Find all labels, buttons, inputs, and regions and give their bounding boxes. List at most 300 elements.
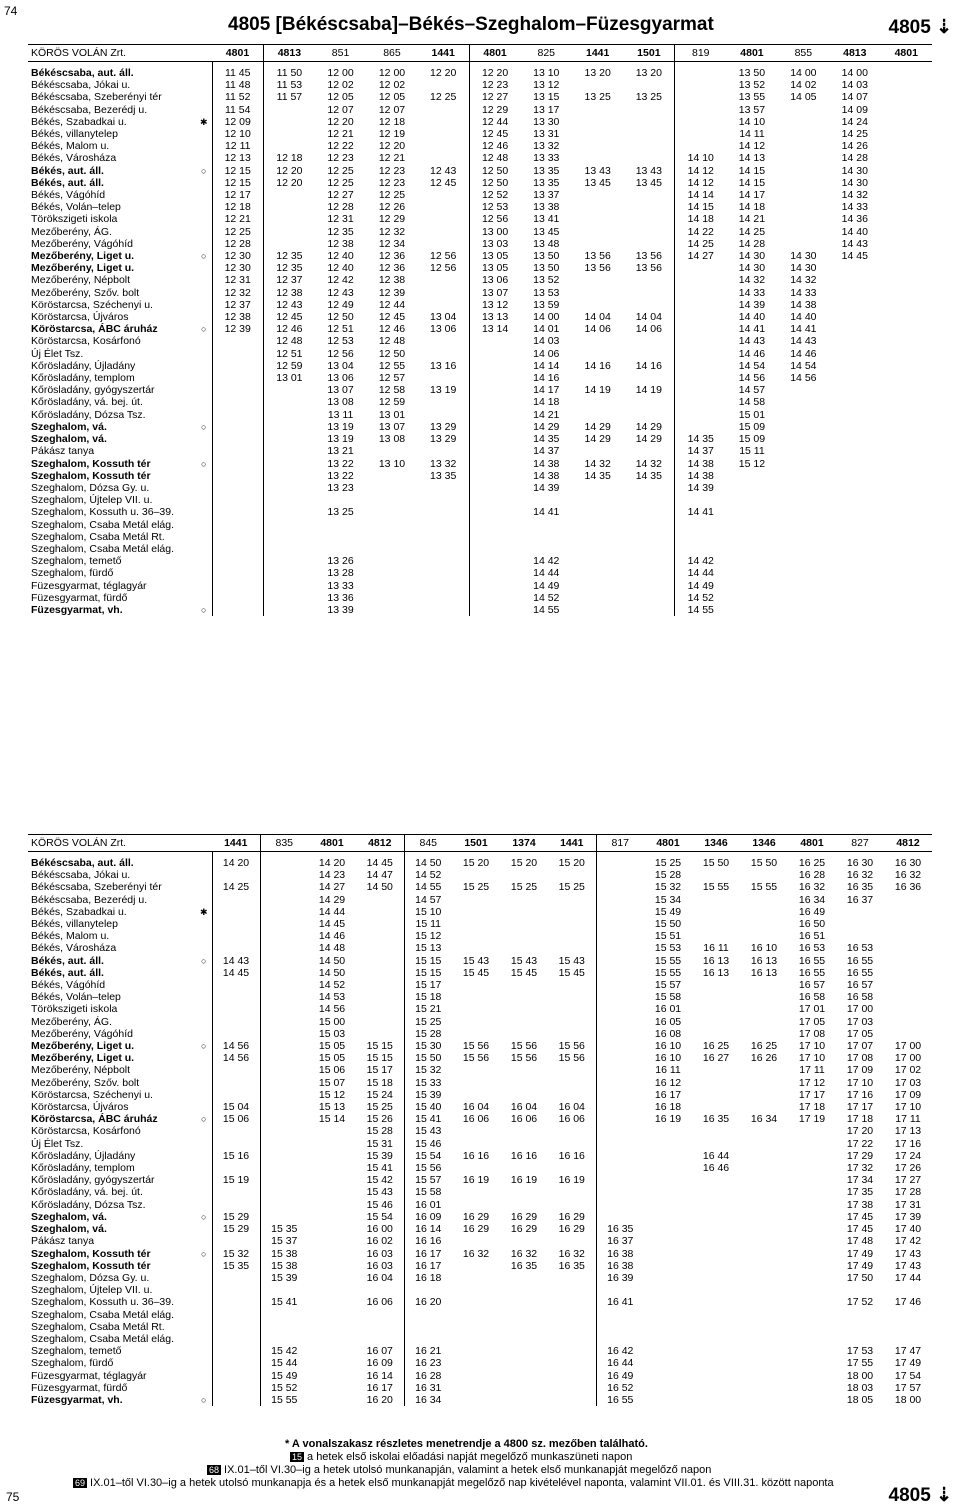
time-cell	[212, 348, 263, 360]
time-cell: 12 43	[327, 286, 354, 299]
time-cell: 12 35	[263, 250, 314, 262]
time-cell	[356, 1028, 404, 1040]
time-cell: 16 13	[702, 954, 730, 967]
time-cell: 15 12	[738, 457, 766, 470]
time-cell: 15 35	[260, 1223, 308, 1235]
time-cell: 12 21	[327, 128, 354, 141]
stop-name: Füzesgyarmat, téglagyár	[31, 579, 147, 592]
stop-name: Szeghalom, vá.	[31, 1210, 107, 1223]
time-cell: 14 55	[675, 604, 726, 616]
time-cell	[469, 506, 520, 518]
time-cell	[884, 1333, 932, 1345]
time-cell: 12 46	[263, 323, 314, 335]
table-row	[28, 991, 932, 1003]
time-cell	[623, 201, 674, 213]
stop-marker-icon	[196, 531, 212, 543]
time-cell: 13 23	[327, 481, 354, 494]
time-cell	[829, 555, 880, 567]
stop-marker-icon	[196, 592, 212, 604]
time-cell	[263, 421, 314, 433]
page-number-top: 74	[4, 4, 18, 18]
time-cell	[452, 1028, 500, 1040]
train-number: 855	[778, 45, 829, 62]
time-cell: 12 58	[378, 384, 406, 397]
time-cell: 13 06	[430, 323, 457, 336]
stop-marker-icon: ○	[196, 955, 212, 967]
time-cell	[788, 1150, 836, 1162]
time-cell: 15 30	[404, 1040, 452, 1052]
time-cell: 12 20	[327, 115, 354, 128]
time-cell	[315, 543, 366, 555]
time-cell	[452, 1186, 500, 1198]
time-cell	[623, 226, 674, 238]
time-cell	[881, 372, 933, 384]
table-row	[28, 470, 932, 482]
stop-name: Békés, aut. áll.	[31, 164, 104, 177]
time-cell	[623, 494, 674, 506]
time-cell: 16 41	[596, 1296, 644, 1308]
time-cell: 13 20	[635, 67, 662, 79]
time-cell	[260, 930, 308, 942]
time-cell	[572, 604, 623, 616]
table-row	[28, 519, 932, 531]
table-row	[28, 1235, 932, 1247]
time-cell	[829, 433, 880, 445]
time-cell	[675, 543, 726, 555]
time-cell	[884, 1028, 932, 1040]
time-cell: 14 28	[738, 237, 766, 250]
time-cell	[548, 1357, 596, 1369]
time-cell	[740, 1223, 788, 1235]
time-cell	[740, 1101, 788, 1113]
time-cell: 15 42	[366, 1174, 393, 1187]
stop-name: Szeghalom, Újtelep VII. u.	[31, 1284, 153, 1297]
stop-marker-icon	[196, 433, 212, 445]
time-cell: 13 50	[738, 67, 766, 79]
time-cell	[692, 918, 740, 930]
time-cell: 14 38	[790, 298, 817, 311]
time-cell	[675, 287, 726, 299]
stop-marker-icon	[196, 1186, 212, 1198]
time-cell	[500, 869, 548, 881]
time-cell: 12 30	[224, 250, 251, 263]
table-row	[28, 421, 932, 433]
stop-marker-icon	[196, 1089, 212, 1101]
stop-name: Mezőberény, Liget u.	[31, 1040, 135, 1053]
time-cell	[469, 335, 520, 347]
time-cell	[263, 531, 314, 543]
time-cell: 16 05	[654, 1015, 682, 1028]
stop-name: Békéscsaba, Szeberényi tér	[31, 881, 162, 894]
company-name: KÖRÖS VOLÁN Zrt.	[28, 45, 212, 62]
stop-name: Békés, Vágóhíd	[31, 979, 106, 992]
time-cell	[644, 1309, 692, 1321]
time-cell	[469, 482, 520, 494]
time-cell: 15 45	[510, 966, 538, 979]
time-cell	[836, 1321, 884, 1333]
time-cell: 13 29	[430, 420, 457, 433]
time-cell	[548, 942, 596, 954]
train-number: 819	[675, 45, 726, 62]
time-cell: 16 30	[846, 857, 874, 869]
time-cell	[596, 1211, 644, 1223]
time-cell: 15 25	[404, 1016, 452, 1028]
time-cell: 15 56	[558, 1052, 585, 1065]
time-cell	[500, 1382, 548, 1394]
time-cell	[675, 323, 726, 335]
train-number: 4801	[788, 835, 836, 852]
time-cell: 14 13	[738, 152, 766, 165]
time-cell	[692, 906, 740, 918]
time-cell	[778, 128, 829, 140]
time-cell	[778, 482, 829, 494]
time-cell: 14 46	[738, 347, 766, 360]
time-cell: 14 56	[738, 372, 766, 385]
time-cell	[881, 165, 933, 177]
time-cell: 14 53	[318, 991, 346, 1004]
time-cell: 17 28	[894, 1186, 922, 1199]
time-cell: 15 21	[404, 1003, 452, 1015]
time-cell: 17 00	[894, 1040, 922, 1053]
time-cell: 13 04	[430, 311, 457, 324]
stop-marker-icon: ○	[196, 1211, 212, 1223]
time-cell: 16 13	[750, 954, 778, 967]
time-cell: 13 53	[533, 286, 560, 299]
time-cell: 12 10	[224, 128, 251, 141]
time-cell: 15 20	[462, 857, 490, 869]
time-cell	[740, 1370, 788, 1382]
time-cell	[452, 1125, 500, 1137]
time-cell: 12 29	[378, 213, 406, 226]
time-cell	[212, 894, 260, 906]
time-cell	[469, 494, 520, 506]
time-cell	[260, 1077, 308, 1089]
time-cell	[726, 604, 777, 616]
stop-marker-icon	[196, 1296, 212, 1308]
time-cell: 16 44	[596, 1357, 644, 1369]
stop-marker-icon	[196, 519, 212, 531]
stop-marker-icon: ○	[196, 1040, 212, 1052]
time-cell	[308, 1186, 356, 1198]
time-cell: 16 35	[596, 1223, 644, 1235]
time-cell: 13 29	[430, 433, 457, 446]
time-cell	[692, 1199, 740, 1211]
time-cell	[260, 1101, 308, 1113]
time-cell: 15 25	[510, 881, 538, 894]
time-cell	[572, 128, 623, 140]
time-cell: 14 32	[841, 189, 868, 202]
time-cell	[740, 1016, 788, 1028]
table-row	[28, 1089, 932, 1101]
time-cell	[829, 287, 880, 299]
time-cell	[778, 421, 829, 433]
time-cell: 14 35	[635, 469, 662, 482]
time-cell: 15 14	[318, 1113, 346, 1126]
table-row	[28, 482, 932, 494]
time-cell: 16 31	[404, 1382, 452, 1394]
time-cell	[404, 1309, 452, 1321]
time-cell	[452, 1394, 500, 1406]
time-cell: 17 49	[846, 1259, 874, 1272]
time-cell: 13 30	[533, 115, 560, 128]
time-cell	[788, 1333, 836, 1345]
stop-name: Békés, Volán–telep	[31, 201, 121, 214]
time-cell	[500, 1016, 548, 1028]
time-cell	[366, 506, 417, 518]
stop-name: Köröstarcsa, Kosárfonó	[31, 1125, 141, 1138]
stop-name: Törökszigeti iskola	[31, 213, 118, 226]
time-cell	[778, 494, 829, 506]
time-cell	[308, 1260, 356, 1272]
time-cell	[829, 458, 880, 470]
table-row	[28, 384, 932, 396]
time-cell	[548, 1003, 596, 1015]
time-cell	[884, 1309, 932, 1321]
time-cell: 16 13	[702, 966, 730, 979]
time-cell: 16 34	[798, 893, 826, 906]
time-cell	[884, 955, 932, 967]
time-cell: 17 55	[846, 1357, 874, 1370]
time-cell: 14 43	[222, 954, 250, 967]
time-cell: 14 30	[738, 262, 766, 275]
time-cell: 15 06	[222, 1113, 250, 1126]
time-cell: 17 12	[798, 1076, 826, 1089]
time-cell	[418, 604, 469, 616]
time-cell: 14 16	[584, 359, 611, 372]
time-cell: 16 00	[366, 1223, 393, 1236]
table-row	[28, 238, 932, 250]
time-cell: 13 56	[635, 262, 662, 275]
time-cell: 14 21	[533, 408, 560, 421]
time-cell	[212, 396, 263, 408]
time-cell	[881, 482, 933, 494]
time-cell	[884, 979, 932, 991]
time-cell	[596, 1199, 644, 1211]
time-cell: 15 15	[366, 1040, 393, 1053]
time-cell	[644, 1235, 692, 1247]
time-cell	[884, 930, 932, 942]
table-row	[28, 1125, 932, 1137]
time-cell	[623, 274, 674, 286]
time-cell	[500, 1284, 548, 1296]
table-row	[28, 458, 932, 470]
time-cell	[212, 1345, 260, 1357]
time-cell	[740, 1382, 788, 1394]
time-cell: 13 41	[533, 213, 560, 226]
time-cell: 16 01	[404, 1199, 452, 1211]
time-cell: 15 12	[404, 930, 452, 942]
time-cell: 13 05	[469, 262, 520, 274]
time-cell: 15 56	[404, 1162, 452, 1174]
stop-name: Békés, Malom u.	[31, 930, 110, 943]
time-cell	[692, 1357, 740, 1369]
time-cell	[263, 128, 314, 140]
time-cell	[692, 869, 740, 881]
time-cell: 15 20	[558, 857, 585, 869]
time-cell: 14 57	[738, 384, 766, 397]
table-row	[28, 1260, 932, 1272]
time-cell	[778, 592, 829, 604]
time-cell	[740, 1333, 788, 1345]
time-cell: 14 56	[222, 1052, 250, 1065]
time-cell	[675, 384, 726, 396]
time-cell	[260, 1174, 308, 1186]
time-cell	[740, 918, 788, 930]
time-cell: 15 11	[404, 918, 452, 930]
time-cell: 17 16	[894, 1137, 922, 1150]
stop-marker-icon	[196, 1016, 212, 1028]
train-number: 4801	[212, 45, 263, 62]
time-cell	[644, 1211, 692, 1223]
time-cell: 17 08	[846, 1052, 874, 1065]
time-cell: 14 18	[675, 213, 726, 225]
stop-marker-icon	[196, 494, 212, 506]
time-cell	[548, 906, 596, 918]
time-cell: 12 27	[469, 91, 520, 103]
time-cell	[881, 201, 933, 213]
time-cell	[740, 1345, 788, 1357]
stop-marker-icon	[196, 1382, 212, 1394]
time-cell: 12 25	[327, 176, 354, 189]
time-cell: 16 23	[404, 1357, 452, 1369]
time-cell	[452, 1382, 500, 1394]
time-cell	[212, 604, 263, 616]
time-cell	[469, 592, 520, 604]
time-cell	[572, 445, 623, 457]
footnote-69: 69 IX.01–től VI.30–ig a hetek utolsó munkanapja és a hetek első munkanapját megelőző nap kivételével naponta, valamint VII.01. és VIII.31. között naponta	[75, 1477, 834, 1489]
time-cell	[778, 238, 829, 250]
time-cell	[829, 335, 880, 347]
time-cell	[500, 1370, 548, 1382]
time-cell: 14 44	[675, 567, 726, 579]
time-cell: 14 05	[790, 91, 817, 104]
table-row	[28, 1016, 932, 1028]
time-cell	[452, 1077, 500, 1089]
time-cell	[726, 506, 777, 518]
time-cell	[740, 1211, 788, 1223]
table-row	[28, 433, 932, 445]
time-cell: 14 15	[675, 201, 726, 213]
time-cell	[212, 335, 263, 347]
time-cell: 14 23	[318, 869, 346, 882]
time-cell	[212, 1272, 260, 1284]
time-cell	[692, 1138, 740, 1150]
footnote-a: * A vonalszakasz részletes menetrendje a 4800 sz. mezőben található.	[285, 1438, 648, 1450]
time-cell	[726, 494, 777, 506]
time-cell	[788, 1394, 836, 1406]
time-cell: 17 00	[846, 1003, 874, 1016]
time-cell	[881, 238, 933, 250]
time-cell: 12 48	[469, 152, 520, 164]
table-row	[28, 1064, 932, 1076]
time-cell: 15 09	[738, 433, 766, 446]
time-cell	[521, 519, 572, 531]
time-cell	[548, 869, 596, 881]
time-cell	[260, 1186, 308, 1198]
time-cell: 15 32	[654, 881, 682, 894]
table-row	[28, 62, 932, 80]
time-cell	[260, 955, 308, 967]
time-cell	[884, 906, 932, 918]
time-cell: 12 38	[327, 237, 354, 250]
time-cell	[778, 116, 829, 128]
time-cell	[692, 1028, 740, 1040]
time-cell: 14 55	[533, 603, 560, 616]
time-cell	[572, 555, 623, 567]
time-cell: 16 49	[596, 1370, 644, 1382]
time-cell: 16 10	[654, 1052, 682, 1065]
time-cell	[788, 1382, 836, 1394]
time-cell	[881, 104, 933, 116]
time-cell: 16 38	[596, 1248, 644, 1260]
time-cell	[452, 918, 500, 930]
time-cell: 15 50	[750, 857, 778, 869]
time-cell	[778, 152, 829, 164]
time-cell	[212, 384, 263, 396]
time-cell: 12 20	[378, 140, 406, 153]
time-cell	[260, 1162, 308, 1174]
time-cell	[829, 274, 880, 286]
table-row	[28, 869, 932, 881]
time-cell: 15 55	[654, 954, 682, 967]
time-cell	[356, 967, 404, 979]
time-cell	[788, 1125, 836, 1137]
time-cell: 17 09	[894, 1088, 922, 1101]
time-cell	[675, 79, 726, 91]
time-cell	[788, 1199, 836, 1211]
time-cell	[452, 1333, 500, 1345]
time-cell	[260, 967, 308, 979]
time-cell	[548, 1333, 596, 1345]
time-cell: 14 58	[738, 396, 766, 409]
time-cell	[212, 519, 263, 531]
table-row	[28, 1052, 932, 1064]
time-cell	[356, 1309, 404, 1321]
arrow-down-icon: ⇣	[930, 1485, 952, 1506]
time-cell	[500, 930, 548, 942]
time-cell	[418, 140, 469, 152]
time-cell: 14 44	[533, 567, 560, 580]
time-cell	[260, 1333, 308, 1345]
time-cell	[356, 1333, 404, 1345]
time-cell	[469, 348, 520, 360]
time-cell	[829, 299, 880, 311]
time-cell	[263, 409, 314, 421]
time-cell: 17 31	[894, 1198, 922, 1211]
time-cell	[740, 1199, 788, 1211]
time-cell: 16 32	[510, 1247, 538, 1260]
time-cell: 16 06	[510, 1113, 538, 1126]
time-cell	[212, 1394, 260, 1406]
stop-name: Szeghalom, Csaba Metál elág.	[31, 1308, 174, 1321]
stop-marker-icon	[196, 991, 212, 1003]
time-cell: 17 50	[846, 1271, 874, 1284]
time-cell	[884, 1016, 932, 1028]
time-cell	[596, 955, 644, 967]
time-cell	[675, 140, 726, 152]
time-cell	[260, 1138, 308, 1150]
stop-marker-icon	[196, 1064, 212, 1076]
time-cell	[212, 592, 263, 604]
time-cell: 14 41	[675, 506, 726, 518]
time-cell	[572, 592, 623, 604]
time-cell	[572, 519, 623, 531]
stop-name: Szeghalom, Kossuth tér	[31, 469, 151, 482]
time-cell	[500, 1077, 548, 1089]
stop-name: Szeghalom, Csaba Metál elág.	[31, 542, 174, 555]
time-cell: 16 01	[654, 1003, 682, 1016]
time-cell: 15 29	[222, 1210, 250, 1223]
